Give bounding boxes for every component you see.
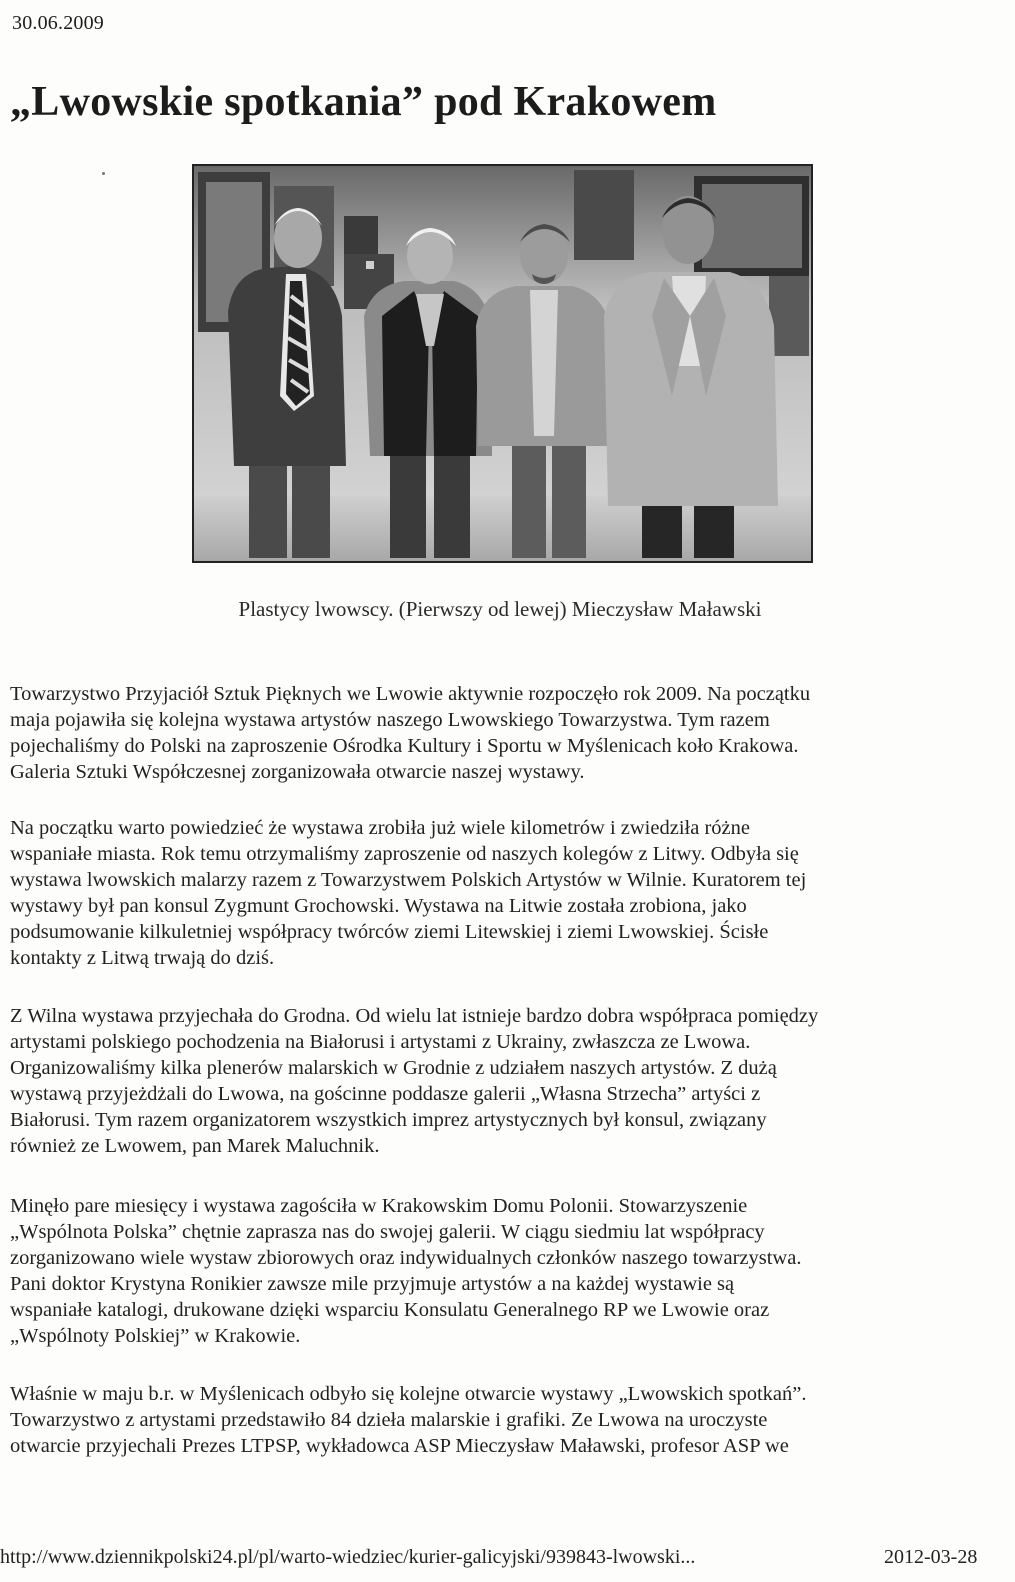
- article-paragraph: [10, 1193, 1010, 1349]
- paragraph-line: „Wspólnota Polska” chętnie zaprasza nas do swojej galerii. W ciągu siedmiu lat współpracy: [10, 1221, 765, 1243]
- article-paragraph: [10, 1003, 1010, 1159]
- paragraph-line: wspaniałe katalogi, drukowane dzięki wsparciu Konsulatu Generalnego RP we Lwowie oraz: [10, 1299, 770, 1321]
- print-date: 2012-03-28: [884, 1546, 978, 1568]
- paragraph-line: Z Wilna wystawa przyjechała do Grodna. Od wielu lat istnieje bardzo dobra współpraca pomiędzy: [10, 1005, 819, 1027]
- paragraph-line: Organizowaliśmy kilka plenerów malarskich w Grodnie z udziałem naszych artystów. Z dużą: [10, 1057, 777, 1079]
- source-url: http://www.dziennikpolski24.pl/pl/warto-wiedziec/kurier-galicyjski/939843-lwowski...: [0, 1546, 696, 1568]
- article-paragraph: [10, 1381, 1010, 1459]
- paragraph-line: Minęło pare miesięcy i wystawa zagościła w Krakowskim Domu Polonii. Stowarzyszenie: [10, 1195, 748, 1217]
- paragraph-line: „Wspólnoty Polskiej” w Krakowie.: [10, 1325, 301, 1347]
- article-photo: [192, 164, 813, 563]
- paragraph-line: maja pojawiła się kolejna wystawa artystów naszego Lwowskiego Towarzystwa. Tym razem: [10, 709, 770, 731]
- paragraph-line: wystawy był pan konsul Zygmunt Grochowski. Wystawa na Litwie została zrobiona, jako: [10, 895, 747, 917]
- paragraph-line: podsumowanie kilkuletniej współpracy twórców ziemi Litewskiej i ziemi Lwowskiej. Ścisłe: [10, 921, 769, 943]
- article-title: „Lwowskie spotkania” pod Krakowem: [10, 79, 717, 125]
- paragraph-line: Towarzystwo Przyjaciół Sztuk Pięknych we Lwowie aktywnie rozpoczęło rok 2009. Na początku: [10, 683, 811, 705]
- paragraph-line: Galeria Sztuki Współczesnej zorganizowała otwarcie naszej wystawy.: [10, 761, 585, 783]
- paragraph-line: zorganizowano wiele wystaw zbiorowych oraz indywidualnych członków naszego towarzystwa.: [10, 1247, 802, 1269]
- paragraph-line: również ze Lwowem, pan Marek Maluchnik.: [10, 1135, 380, 1157]
- paragraph-line: otwarcie przyjechali Prezes LTPSP, wykładowca ASP Mieczysław Maławski, profesor ASP we: [10, 1435, 789, 1457]
- paragraph-line: pojechaliśmy do Polski na zaproszenie Ośrodka Kultury i Sportu w Myślenicach koło Krakowa.: [10, 735, 799, 757]
- paragraph-line: wspaniałe miasta. Rok temu otrzymaliśmy zaproszenie od naszych kolegów z Litwy. Odbyła się: [10, 843, 799, 865]
- scan-speck: [102, 172, 105, 175]
- paragraph-line: wystawa lwowskich malarzy razem z Towarzystwem Polskich Artystów w Wilnie. Kuratorem tej: [10, 869, 807, 891]
- photo-artists-group: [194, 166, 811, 561]
- paragraph-line: Białorusi. Tym razem organizatorem wszystkich imprez artystycznych był konsul, związany: [10, 1109, 767, 1131]
- paragraph-line: Towarzystwo z artystami przedstawiło 84 dzieła malarskie i grafiki. Ze Lwowa na uroczyste: [10, 1409, 768, 1431]
- paragraph-line: Na początku warto powiedzieć że wystawa zrobiła już wiele kilometrów i zwiedziła różne: [10, 817, 750, 839]
- paragraph-line: Właśnie w maju b.r. w Myślenicach odbyło się kolejne otwarcie wystawy „Lwowskich spotkań”.: [10, 1383, 807, 1405]
- article-paragraph: [10, 681, 1010, 785]
- article-date: 30.06.2009: [12, 12, 104, 34]
- paragraph-line: wystawą przyjeżdżali do Lwowa, na gościnne poddasze galerii „Własna Strzecha” artyści z: [10, 1083, 761, 1105]
- paragraph-line: Pani doktor Krystyna Ronikier zawsze mile przyjmuje artystów a na każdej wystawie są: [10, 1273, 735, 1295]
- article-paragraph: [10, 815, 1010, 971]
- photo-caption: Plastycy lwowscy. (Pierwszy od lewej) Mieczysław Maławski: [238, 597, 762, 621]
- paragraph-line: artystami polskiego pochodzenia na Białorusi i artystami z Ukrainy, zwłaszcza ze Lwowa.: [10, 1031, 751, 1053]
- paragraph-line: kontakty z Litwą trwają do dziś.: [10, 947, 275, 969]
